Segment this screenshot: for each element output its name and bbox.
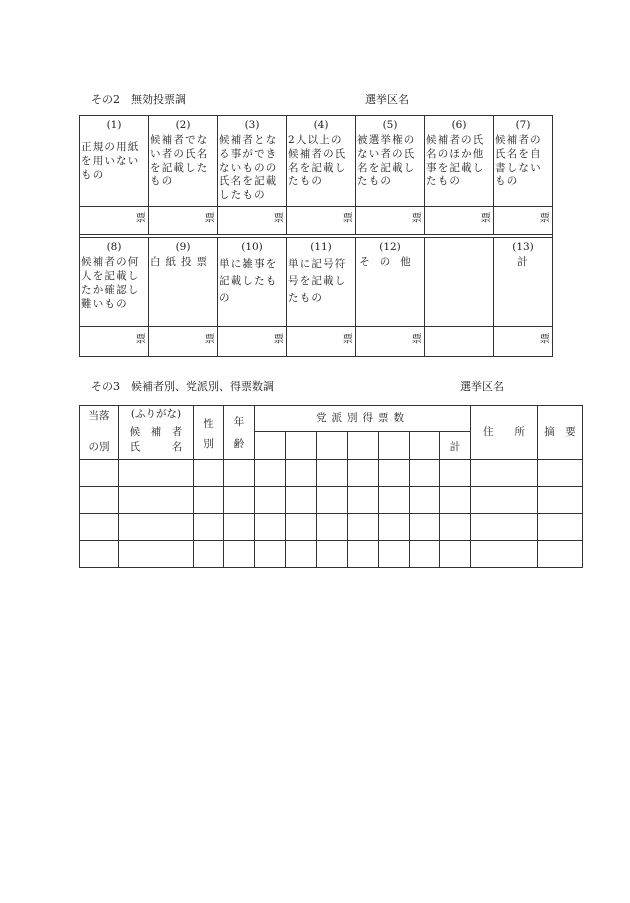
candidate-votes-table <box>79 405 583 568</box>
header-age <box>224 406 255 460</box>
cell-unit: 票 <box>287 207 356 235</box>
party-column <box>348 432 379 460</box>
header-candidate-name <box>119 406 194 460</box>
table-row <box>80 487 583 514</box>
section3-heading: その3 候補者別、党派別、得票数調 <box>91 380 274 393</box>
cell-description: 2人以上の候補者の氏名を記載したもの <box>287 133 356 207</box>
header-elected <box>80 406 119 460</box>
cell-number: (10) <box>218 238 287 255</box>
header-total: 計 <box>440 432 471 460</box>
cell-number: (11) <box>287 238 356 255</box>
row2-units <box>80 326 553 356</box>
header-party-votes: 党派別得票数 <box>255 406 471 432</box>
cell-number: (7) <box>494 116 553 133</box>
cell-number: (4) <box>287 116 356 133</box>
party-column <box>410 432 440 460</box>
party-column <box>317 432 348 460</box>
section2-district-label: 選挙区名 <box>365 93 409 106</box>
cell-unit: 票 <box>80 326 149 356</box>
cell-description: 白紙投票 <box>149 255 218 326</box>
cell-unit: 票 <box>80 207 149 235</box>
cell-unit: 票 <box>494 207 553 235</box>
cell-description: 候補者の氏名のほか他事を記載したもの <box>425 133 494 207</box>
table-row <box>80 541 583 568</box>
header-age-top: 年 <box>233 416 245 428</box>
row2-numbers <box>80 238 553 255</box>
cell-unit: 票 <box>356 326 425 356</box>
header-name: 氏 名 <box>129 441 183 453</box>
cell-description: 単に記号符号を記載したもの <box>287 255 356 326</box>
cell-unit: 票 <box>287 326 356 356</box>
table-row <box>80 514 583 541</box>
header-elected-bottom: の別 <box>88 441 110 453</box>
cell-number: (6) <box>425 116 494 133</box>
cell-description: 候補者の何人を記載したか確認し難いもの <box>80 255 149 326</box>
party-column <box>286 432 317 460</box>
section2-heading: その2 無効投票調 <box>91 93 186 106</box>
row1-descriptions <box>80 133 553 207</box>
cell-description: 候補者でない者の氏名を記載したもの <box>149 133 218 207</box>
table-row <box>80 460 583 487</box>
header-sex <box>194 406 224 460</box>
header-age-bottom: 齢 <box>233 438 245 450</box>
cell-unit: 票 <box>218 207 287 235</box>
section3-district-label: 選挙区名 <box>460 380 504 393</box>
cell-unit: 票 <box>149 326 218 356</box>
row1-numbers <box>80 116 553 133</box>
cell-unit: 票 <box>218 326 287 356</box>
header-sex-bottom: 別 <box>203 438 214 450</box>
row1-units <box>80 207 553 235</box>
row2-descriptions <box>80 255 553 326</box>
invalid-votes-table <box>79 115 553 357</box>
cell-description: 単に雑事を記載したもの <box>218 255 287 326</box>
header-candidate: 候 補 者 <box>129 426 183 438</box>
header-remarks: 摘 要 <box>538 406 583 460</box>
header-address: 住 所 <box>471 406 538 460</box>
cell-description: 被選挙権のない者の氏名を記載したもの <box>356 133 425 207</box>
cell-unit: 票 <box>494 326 553 356</box>
cell-number <box>425 238 494 255</box>
cell-description: 正規の用紙を用いないもの <box>80 133 149 207</box>
party-column <box>379 432 410 460</box>
cell-number: (9) <box>149 238 218 255</box>
cell-number: (3) <box>218 116 287 133</box>
cell-unit: 票 <box>425 207 494 235</box>
cell-number: (12) <box>356 238 425 255</box>
cell-description: 候補者の氏名を自書しないもの <box>494 133 553 207</box>
cell-description <box>425 255 494 326</box>
header-sex-top: 性 <box>203 418 214 430</box>
cell-number: (2) <box>149 116 218 133</box>
header-row-top <box>80 406 583 432</box>
cell-description: 候補者となる事ができないものの氏名を記載したもの <box>218 133 287 207</box>
cell-number: (13) <box>494 238 553 255</box>
cell-description: その他 <box>356 255 425 326</box>
cell-number: (1) <box>80 116 149 133</box>
cell-unit: 票 <box>356 207 425 235</box>
header-elected-top: 当落 <box>88 410 110 422</box>
cell-unit <box>425 326 494 356</box>
cell-number: (8) <box>80 238 149 255</box>
cell-number: (5) <box>356 116 425 133</box>
cell-description: 計 <box>494 255 553 326</box>
header-furigana: (ふりがな) <box>130 408 182 420</box>
party-column <box>255 432 286 460</box>
cell-unit: 票 <box>149 207 218 235</box>
